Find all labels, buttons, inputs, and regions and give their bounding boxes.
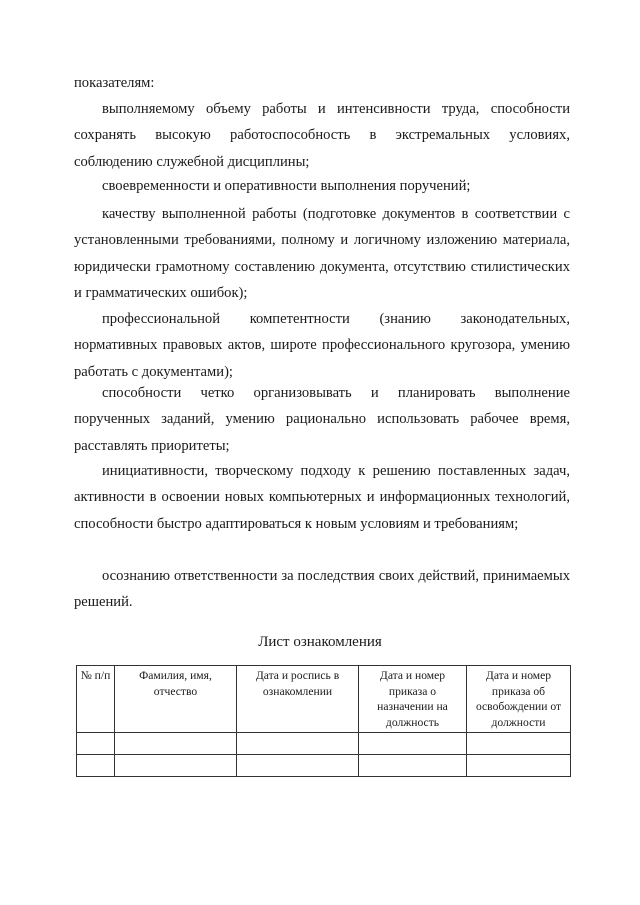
paragraph-quality: качеству выполненной работы (подготовке документов в соответствии с установленными требованиями, полному и логичному изложению материала, юридически грамотному составлению документа, отсутствию стилистических и грамматических ошибок); [74, 206, 570, 302]
paragraph-workload: выполняемому объему работы и интенсивности труда, способности сохранять высокую работоспособность в экстремальных условиях, соблюдению служебной дисциплины; [74, 101, 570, 170]
paragraph-competence: профессиональной компетентности (знанию законодательных, нормативных правовых актов, широте профессионального кругозора, умению работать с документами); [74, 311, 570, 380]
acquaintance-table [76, 665, 571, 777]
header-number: № п/п [77, 666, 115, 733]
table-cell[interactable] [359, 733, 467, 755]
section-title: Лист ознакомления [258, 634, 382, 650]
table-cell[interactable] [115, 755, 237, 777]
paragraph-initiative: инициативности, творческому подходу к решению поставленных задач, активности в освоении новых компьютерных и информационных технологий, способности быстро адаптироваться к новым условиям и требованиям; [74, 463, 570, 532]
table-cell[interactable] [359, 755, 467, 777]
header-dismissal-order: Дата и номер приказа об освобождении от должности [467, 666, 571, 733]
table-row [77, 755, 571, 777]
table-row [77, 733, 571, 755]
paragraph-organization: способности четко организовывать и планировать выполнение порученных заданий, умению рационально использовать рабочее время, расставлять приоритеты; [74, 385, 570, 454]
table-cell[interactable] [77, 755, 115, 777]
paragraph-responsibility: осознанию ответственности за последствия своих действий, принимаемых решений. [74, 568, 570, 611]
header-full-name: Фамилия, имя, отчество [115, 666, 237, 733]
table-cell[interactable] [467, 755, 571, 777]
header-appointment-order: Дата и номер приказа о назначении на должность [359, 666, 467, 733]
table-cell[interactable] [237, 755, 359, 777]
table-cell[interactable] [77, 733, 115, 755]
table-cell[interactable] [467, 733, 571, 755]
table-cell[interactable] [237, 733, 359, 755]
paragraph-intro: показателям: [74, 75, 155, 91]
table-cell[interactable] [115, 733, 237, 755]
table-header-row [77, 666, 571, 733]
paragraph-timeliness: своевременности и оперативности выполнения поручений; [102, 178, 471, 194]
header-signature-date: Дата и роспись в ознакомлении [237, 666, 359, 733]
